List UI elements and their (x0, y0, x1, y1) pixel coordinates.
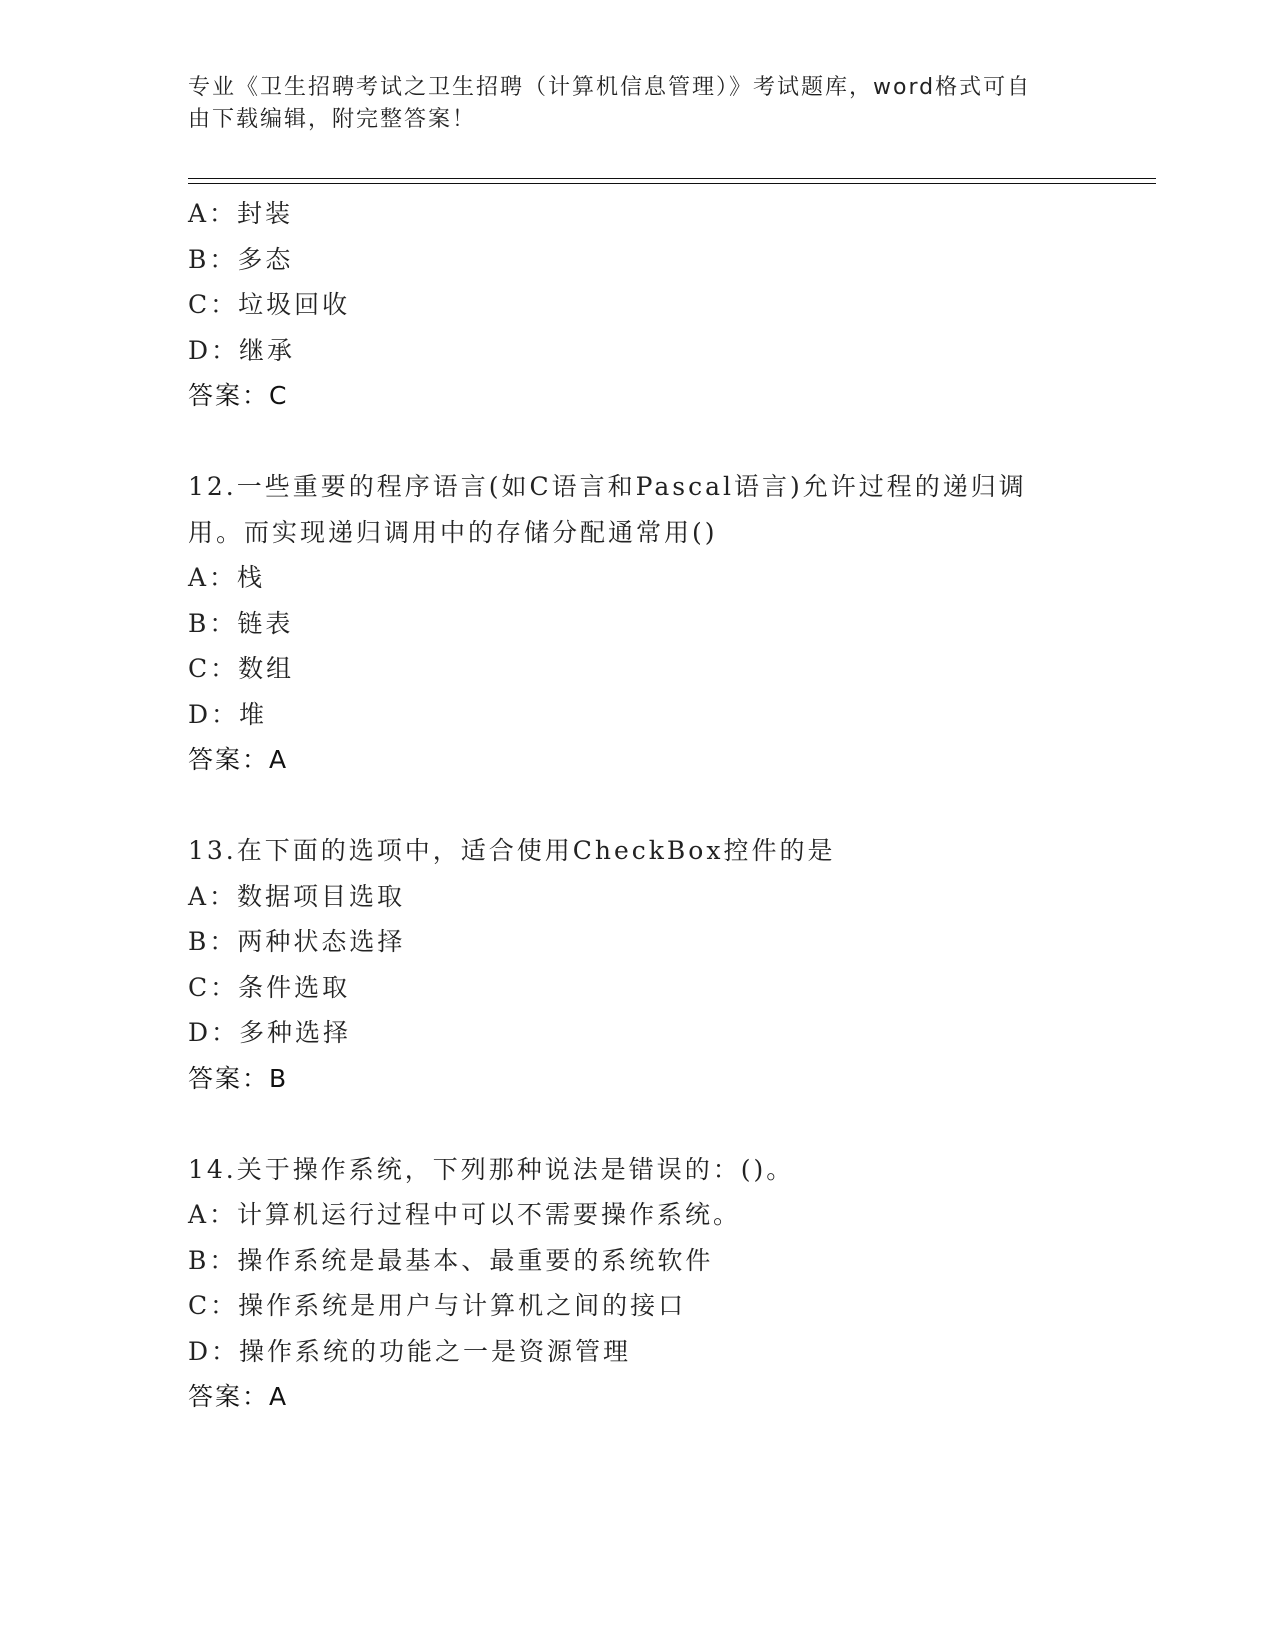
option-d: D：多种选择 (188, 1018, 352, 1047)
option-d: D：继承 (188, 335, 296, 365)
answer-line: 答案：B (188, 1063, 289, 1093)
question-spacer (188, 783, 1148, 829)
option-b: B：链表 (188, 608, 294, 638)
question-11 (188, 191, 1148, 419)
option-a: A：栈 (188, 563, 266, 592)
question-stem-line-1: 14.关于操作系统，下列那种说法是错误的：()。 (188, 1154, 795, 1184)
header-title-line-2: 由下载编辑，附完整答案！ (188, 107, 477, 132)
question-spacer (188, 419, 1148, 465)
question-list (188, 191, 1148, 1420)
option-c: C：数组 (188, 654, 295, 683)
option-d: D：操作系统的功能之一是资源管理 (188, 1336, 632, 1366)
option-a: A：数据项目选取 (188, 881, 406, 911)
option-a: A：计算机运行过程中可以不需要操作系统。 (188, 1200, 742, 1229)
header-divider-bottom (188, 183, 1156, 184)
option-b: B：两种状态选择 (188, 927, 406, 956)
option-a: A：封装 (188, 199, 294, 228)
question-spacer (188, 1101, 1148, 1147)
option-b: B：多态 (188, 244, 294, 274)
question-14 (188, 1147, 1148, 1420)
document-header (188, 72, 1088, 136)
answer-line: 答案：A (188, 1382, 289, 1411)
question-stem-line-1: 12.一些重要的程序语言(如C语言和Pascal语言)允许过程的递归调 (188, 472, 1027, 501)
question-12 (188, 464, 1148, 783)
option-d: D：堆 (188, 699, 268, 729)
option-b: B：操作系统是最基本、最重要的系统软件 (188, 1245, 714, 1275)
option-c: C：垃圾回收 (188, 290, 351, 319)
option-c: C：操作系统是用户与计算机之间的接口 (188, 1291, 687, 1320)
question-13 (188, 828, 1148, 1101)
header-title-line-1: 专业《卫生招聘考试之卫生招聘（计算机信息管理）》考试题库，word格式可自 (188, 75, 1032, 100)
answer-line: 答案：C (188, 381, 289, 410)
option-c: C：条件选取 (188, 972, 351, 1002)
question-stem-line-1: 13.在下面的选项中，适合使用CheckBox控件的是 (188, 836, 836, 865)
answer-line: 答案：A (188, 745, 289, 774)
question-stem-line-2: 用。而实现递归调用中的存储分配通常用() (188, 517, 718, 547)
header-divider-top (188, 178, 1156, 179)
